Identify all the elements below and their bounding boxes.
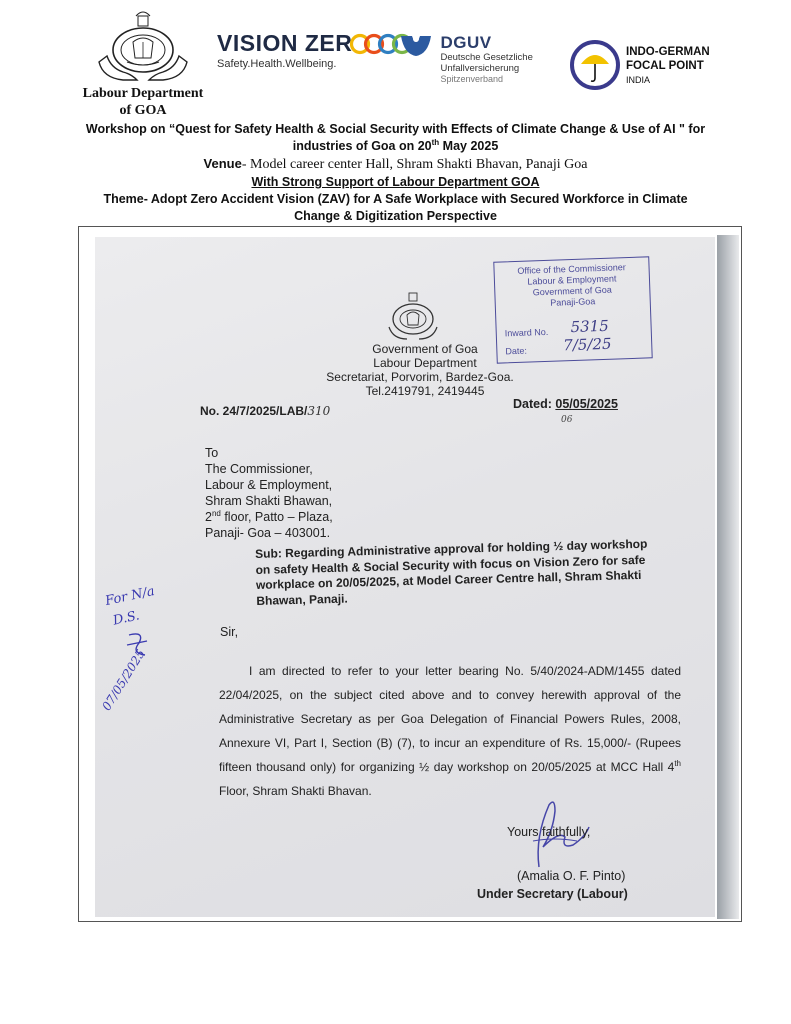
stamp-inward-value: 5315 xyxy=(570,316,610,337)
indo-german-line-1: INDO-GERMAN xyxy=(626,46,710,58)
letter-reference-number: No. 24/7/2025/LAB/310 xyxy=(200,404,331,418)
scan-paper-edge xyxy=(717,235,739,919)
address-line-6: Panaji- Goa – 403001. xyxy=(205,526,331,540)
stamp-inward-label: Inward No. xyxy=(504,326,549,339)
dguv-logo xyxy=(400,34,533,85)
indo-german-line-2: FOCAL POINT xyxy=(626,60,704,72)
vision-zero-tagline: Safety.Health.Wellbeing. xyxy=(217,58,337,70)
reference-handwritten: 310 xyxy=(307,404,331,418)
scanned-letter-image xyxy=(78,226,742,922)
workshop-title-line-2: industries of Goa on 20th May 2025 xyxy=(292,137,499,153)
signee-title: Under Secretary (Labour) xyxy=(477,887,628,901)
letterhead-line-3: Secretariat, Porvorim, Bardez-Goa. xyxy=(326,370,514,384)
letter-subject: Sub: Regarding Administrative approval for holding ½ day workshop on safety Health & Social Security with focus on Vision Zero for safe workplace on 20/05/2025, at Model Career Centre hall, Shram Shakti Bhawan, Panaji. xyxy=(255,536,648,608)
stamp-line-3: Government of Goa xyxy=(532,284,613,298)
workshop-heading xyxy=(60,121,731,225)
stamp-date-label: Date: xyxy=(505,345,528,357)
letterhead-line-2: Labour Department xyxy=(373,356,477,370)
goa-logo-caption-2: of GOA xyxy=(119,103,167,118)
stamp-line-1: Office of the Commissioner xyxy=(517,262,626,276)
letterhead xyxy=(315,342,535,398)
workshop-title-line-1: Workshop on “Quest for Safety Health & Social Security with Effects of Climate Change & Use of AI " for xyxy=(85,122,706,136)
margin-note-1: For N/a xyxy=(103,583,157,610)
signee-name: (Amalia O. F. Pinto) xyxy=(517,869,626,883)
goa-emblem-icon xyxy=(93,4,193,84)
dguv-line-3: Spitzenverband xyxy=(440,74,503,84)
workshop-support-line: With Strong Support of Labour Department GOA xyxy=(251,175,540,189)
address-line-2: The Commissioner, xyxy=(205,462,313,476)
dguv-mark-icon xyxy=(400,34,432,58)
letter-paper xyxy=(95,237,715,917)
closing: Yours faithfully, xyxy=(507,825,591,839)
vision-zero-wordmark: VISION ZER xyxy=(217,30,353,56)
workshop-theme-line-2: Change & Digitization Perspective xyxy=(294,209,497,223)
indo-german-circle-icon xyxy=(570,40,620,90)
dguv-line-1: Deutsche Gesetzliche xyxy=(440,52,533,63)
goa-logo-caption-1: Labour Department xyxy=(82,86,204,101)
letter-body: I am directed to refer to your letter bearing No. 5/40/2024-ADM/1455 dated 22/04/2025, on the subject cited above and to convey herewith approval of the Administrative Secretary as per Goa Delegation of Financial Powers Rules, 2008, Annexure VI, Part I, Section (B) (7), to incur an expenditure of Rs. 15,000/- (Rupees fifteen thousand only) for organizing ½ day workshop on 20/05/2025 at MCC Hall 4th Floor, Shram Shakti Bhavan. xyxy=(219,664,681,798)
workshop-venue xyxy=(60,155,731,174)
indo-german-line-3: INDIA xyxy=(626,75,651,85)
goa-emblem-small-icon xyxy=(385,289,441,341)
letterhead-line-1: Government of Goa xyxy=(372,342,478,356)
recipient-address xyxy=(205,445,333,541)
letter-date: Dated: 05/05/2025 xyxy=(513,397,618,411)
salutation: Sir, xyxy=(220,625,239,639)
stamp-line-4: Panaji-Goa xyxy=(550,296,596,308)
workshop-theme-line-1: Theme- Adopt Zero Accident Vision (ZAV) for A Safe Workplace with Secured Workforce in Climate xyxy=(103,192,688,206)
address-line-4: Shram Shakti Bhawan, xyxy=(205,494,333,508)
letterhead-line-4: Tel.2419791, 2419445 xyxy=(365,384,485,398)
address-line-1: To xyxy=(205,446,219,460)
dguv-line-2: Unfallversicherung xyxy=(440,63,520,74)
goa-government-logo xyxy=(80,4,206,118)
margin-note-2: D.S. xyxy=(111,608,141,629)
stamp-date-value: 7/5/25 xyxy=(562,334,612,355)
margin-date: 07/05/2025 xyxy=(99,646,148,714)
venue-label: Venue xyxy=(203,156,242,171)
stamp-line-2: Labour & Employment xyxy=(527,273,617,287)
address-line-5: 2nd floor, Patto – Plaza, xyxy=(205,508,333,524)
vision-zero-logo xyxy=(217,30,412,70)
address-line-3: Labour & Employment, xyxy=(205,478,333,492)
venue-text: - Model career center Hall, Shram Shakti Bhavan, Panaji Goa xyxy=(241,157,588,172)
date-handwritten-correction: 06 xyxy=(561,415,573,425)
dguv-title: DGUV xyxy=(440,33,492,52)
